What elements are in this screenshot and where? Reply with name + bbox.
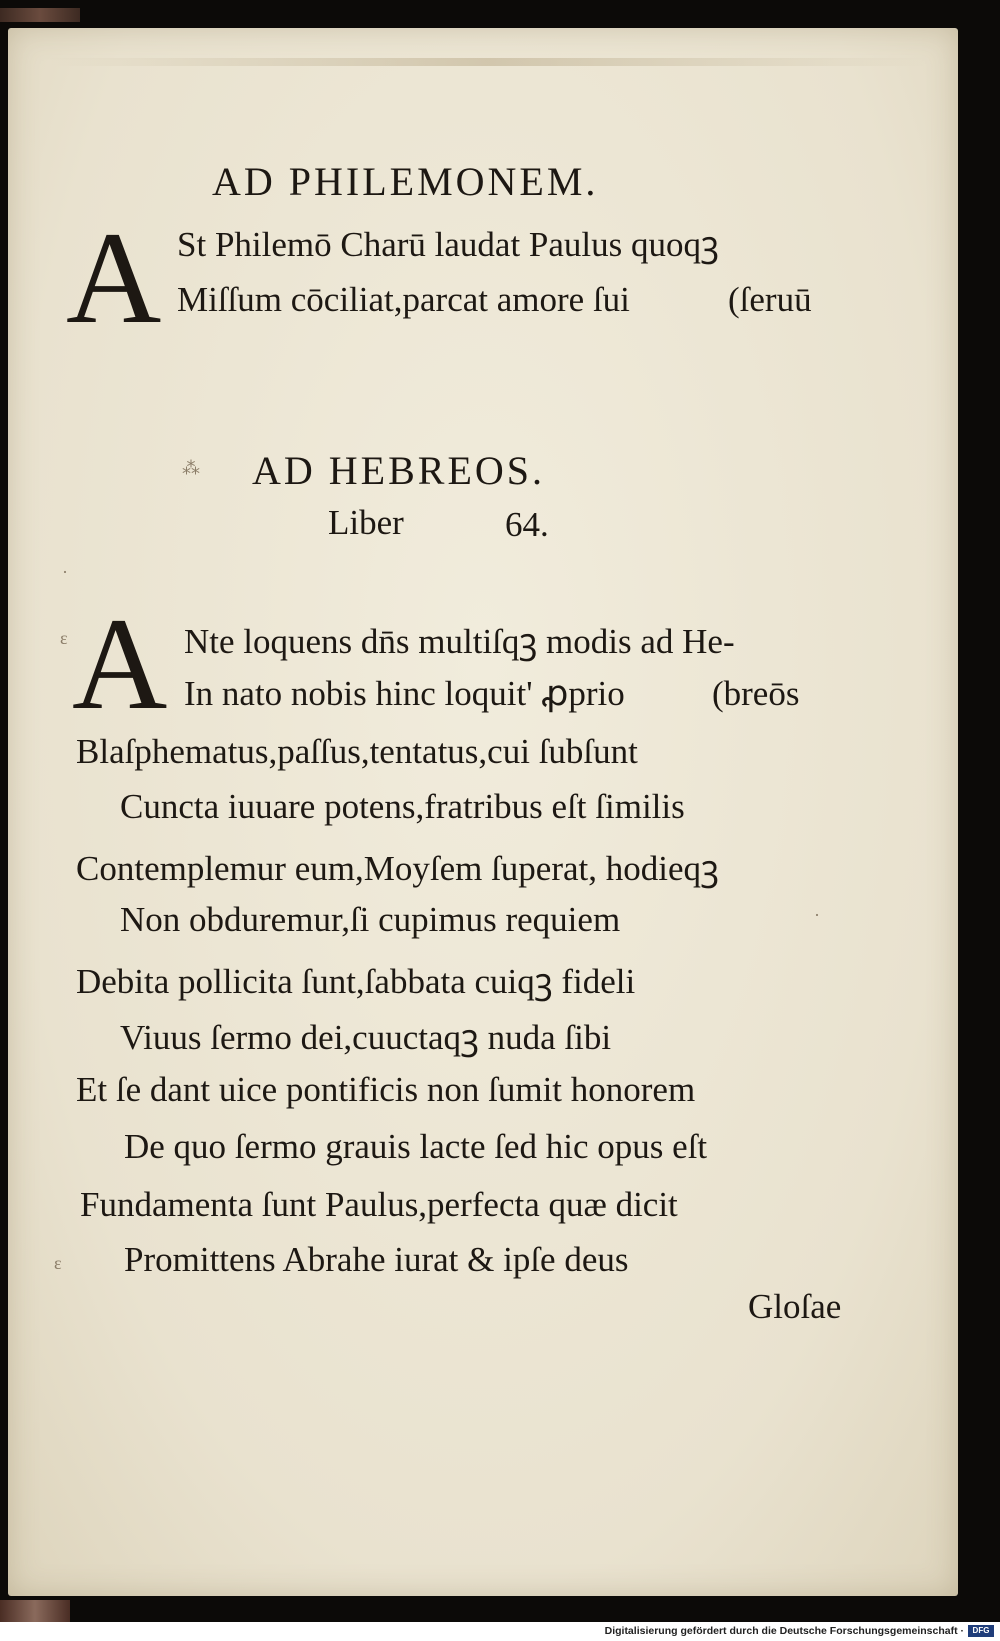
verse-line: Fundamenta ſunt Paulus,perfecta quæ dicit [80,1185,678,1224]
philemon-line-2-turnover: (ſeruū [728,280,812,319]
philemon-line-1: St Philemō Charū laudat Paulus quoqꝫ [177,225,719,264]
verse-line: Promittens Abrahe iurat & ipſe deus [124,1240,629,1279]
margin-mark: · [814,905,820,925]
section-title-hebrews: AD HEBREOS. [252,448,546,493]
verse-line: Blaſphematus,paſſus,tentatus,cui ſubſunt [76,732,638,771]
catchword: Gloſae [748,1287,842,1326]
page-stain [48,58,928,66]
verse-line: Debita pollicita ſunt,ſabbata cuiqꝫ fideli [76,962,636,1001]
drop-capital-a: A [72,590,168,737]
liber-number: 64. [505,505,549,544]
margin-mark: ⁂ [182,458,200,478]
verse-line: Cuncta iuuare potens,fratribus eſt ſimilis [120,787,685,826]
margin-mark: ε [54,1253,62,1273]
margin-mark: · [62,562,68,582]
book-edge-top [0,8,80,22]
verse-line: De quo ſermo grauis lacte ſed hic opus eſt [124,1127,708,1166]
dfg-logo: DFG [968,1625,994,1637]
hebrews-line-2-turnover: (breōs [712,674,800,713]
liber-label: Liber [328,503,404,542]
hebrews-line-1: Nte loquens dn̄s multiſqꝫ modis ad He- [184,622,735,661]
digitization-credit: Digitalisierung gefördert durch die Deutsche Forschungsgemeinschaft · [604,1625,964,1637]
digitization-credit-bar [0,1622,1000,1641]
section-title-philemon: AD PHILEMONEM. [212,159,599,204]
hebrews-line-2: In nato nobis hinc loquit' ꝓprio [184,674,625,713]
margin-mark: ε [60,628,68,648]
drop-capital-a: A [66,204,162,351]
verse-line: Et ſe dant uice pontificis non ſumit honorem [76,1070,696,1109]
verse-line: Non obduremur,ſi cupimus requiem [120,900,621,939]
verse-line: Contemplemur eum,Moyſem ſuperat, hodieqꝫ [76,849,719,888]
philemon-line-2: Miſſum cōciliat,parcat amore ſui [177,280,630,319]
verse-line: Viuus ſermo dei,cuuctaqꝫ nuda ſibi [120,1018,612,1057]
